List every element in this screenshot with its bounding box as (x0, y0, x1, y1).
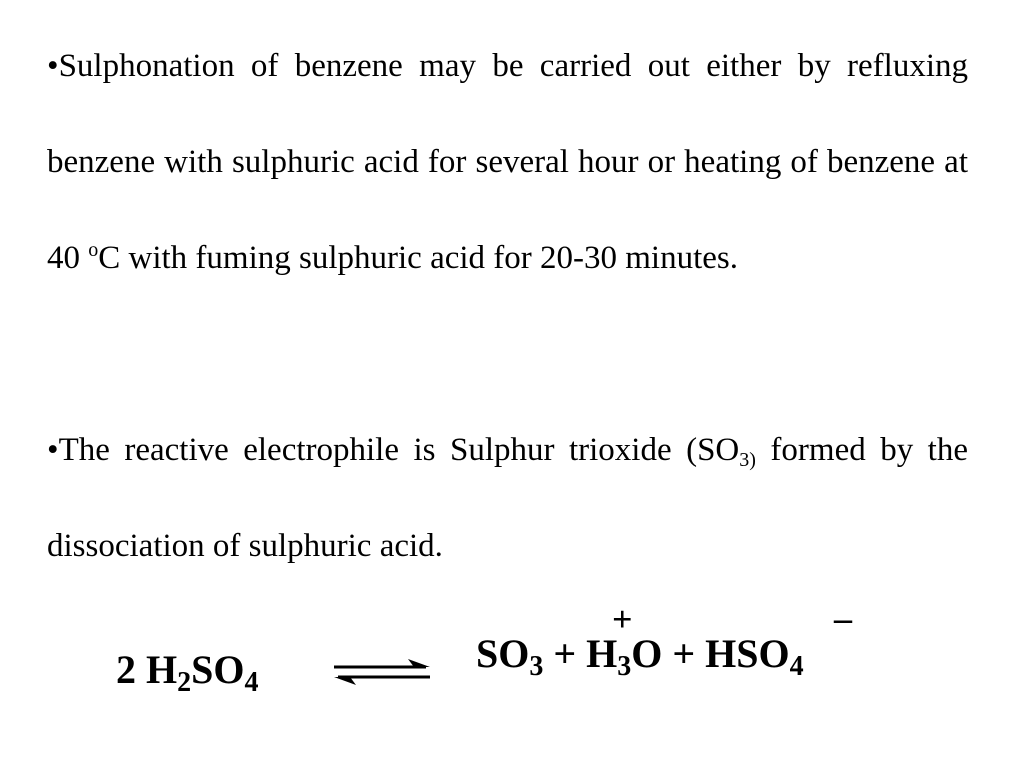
negative-charge-sign: – (834, 598, 852, 638)
product-subscript-hso4: 4 (789, 651, 804, 682)
bullet-paragraph-electrophile (47, 402, 968, 594)
reactant-text-so: SO (191, 647, 245, 692)
paragraph-text-continued: formed by the dissociation of sulphuric acid. (47, 432, 968, 564)
product-subscript-h3: 3 (617, 651, 632, 682)
bullet-paragraph-sulphonation (47, 18, 968, 306)
reactant-subscript-o: 4 (244, 667, 259, 698)
equilibrium-arrow-icon (330, 655, 434, 687)
product-so: SO (476, 631, 530, 676)
formula-subscript: 3) (739, 449, 756, 471)
product-o-hso: O + HSO (631, 631, 790, 676)
degree-superscript: o (88, 239, 99, 261)
reactant-text: 2 H (116, 647, 178, 692)
paragraph-text-continued: C with fuming sulphuric acid for 20-30 minutes. (98, 240, 738, 276)
equation-products (476, 630, 804, 682)
bullet-marker: • (47, 432, 59, 468)
bullet-marker: • (47, 48, 59, 84)
product-plus-h: + H (543, 631, 618, 676)
equation-reactant (116, 646, 259, 698)
paragraph-text: The reactive electrophile is Sulphur trioxide (SO (58, 432, 740, 468)
reactant-subscript-h: 2 (177, 667, 192, 698)
paragraph-text: Sulphonation of benzene may be carried out either by refluxing benzene with sulphuric acid for several hour or heating of benzene at 40 (47, 48, 968, 276)
positive-charge-sign: + (612, 599, 633, 639)
product-subscript-so3: 3 (529, 651, 544, 682)
